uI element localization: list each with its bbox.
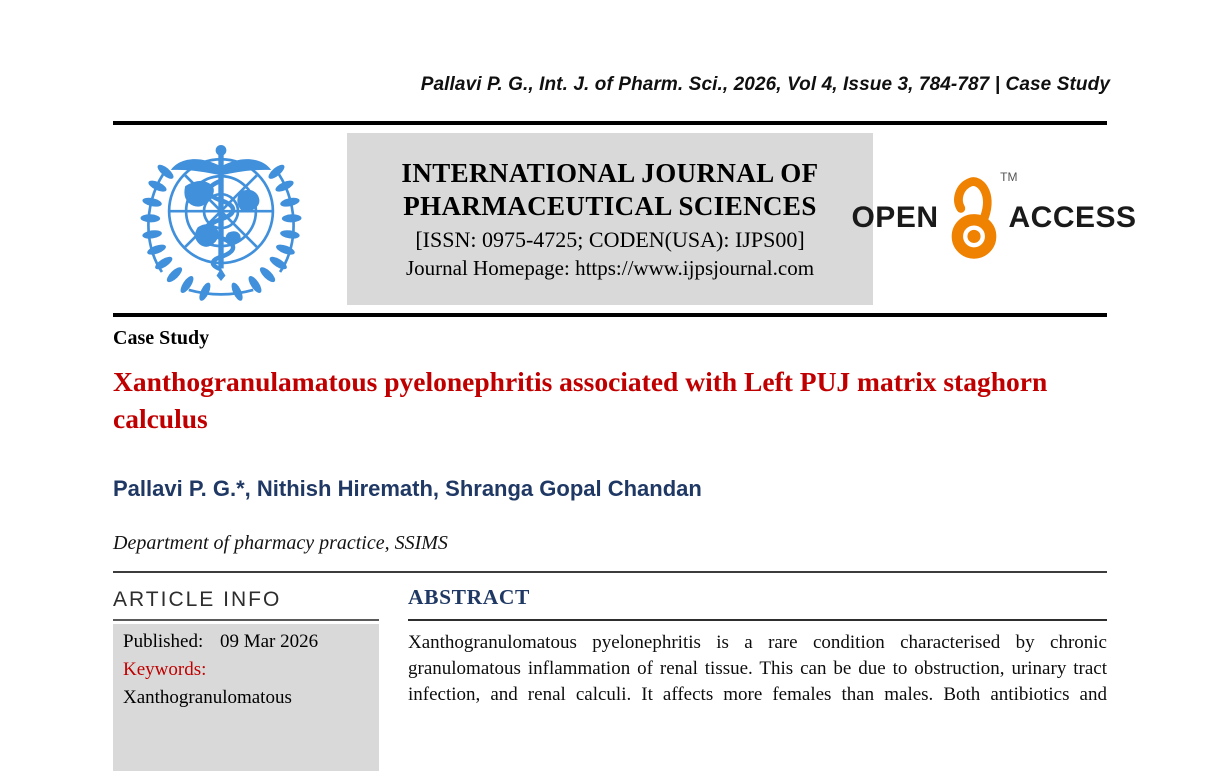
open-lock-icon <box>946 170 1018 262</box>
article-info-column <box>113 588 379 771</box>
journal-homepage-link[interactable]: Journal Homepage: https://www.ijpsjournal.com <box>405 256 815 281</box>
top-rule <box>113 121 1107 125</box>
section-divider-rule <box>113 571 1107 573</box>
keyword-item: Xanthogranulomatous <box>123 687 292 708</box>
published-date: 09 Mar 2026 <box>219 631 319 652</box>
open-access-open-label: OPEN <box>851 201 939 234</box>
open-access-badge <box>851 168 1137 268</box>
keywords-label: Keywords: <box>123 659 207 680</box>
open-access-access-label: ACCESS <box>1008 201 1137 234</box>
running-head-citation: Pallavi P. G., Int. J. of Pharm. Sci., 2026, Vol 4, Issue 3, 784-787 | Case Study <box>420 74 1110 95</box>
article-info-box <box>113 624 379 771</box>
masthead-box <box>347 133 873 305</box>
published-row <box>123 631 369 653</box>
article-info-heading: ARTICLE INFO <box>113 588 379 621</box>
affiliation-line: Department of pharmacy practice, SSIMS <box>113 532 448 554</box>
article-title: Xanthogranulamatous pyelonephritis associated with Left PUJ matrix staghorn calculus <box>113 366 1048 434</box>
abstract-column <box>408 585 1107 708</box>
masthead-bottom-rule <box>113 313 1107 317</box>
article-type-label: Case Study <box>113 327 210 349</box>
abstract-text: Xanthogranulomatous pyelonephritis is a rare condition characterised by chronic granulomatous inflammation of renal tissue. This can be due to obstruction, urinary tract infection, and renal calculi. It affects more females than males. Both antibiotics and <box>408 632 1107 706</box>
journal-logo <box>130 136 312 306</box>
journal-name-line1: INTERNATIONAL JOURNAL OF <box>401 157 819 188</box>
published-label: Published: <box>123 631 204 652</box>
issn-coden-line: [ISSN: 0975-4725; CODEN(USA): IJPS00] <box>415 227 805 253</box>
trademark-label: TM <box>1000 170 1018 184</box>
authors-line: Pallavi P. G.*, Nithish Hiremath, Shranga Gopal Chandan <box>113 476 702 501</box>
abstract-heading: ABSTRACT <box>408 585 1107 621</box>
who-emblem-icon <box>130 136 312 306</box>
journal-name-line2: PHARMACEUTICAL SCIENCES <box>403 190 817 221</box>
